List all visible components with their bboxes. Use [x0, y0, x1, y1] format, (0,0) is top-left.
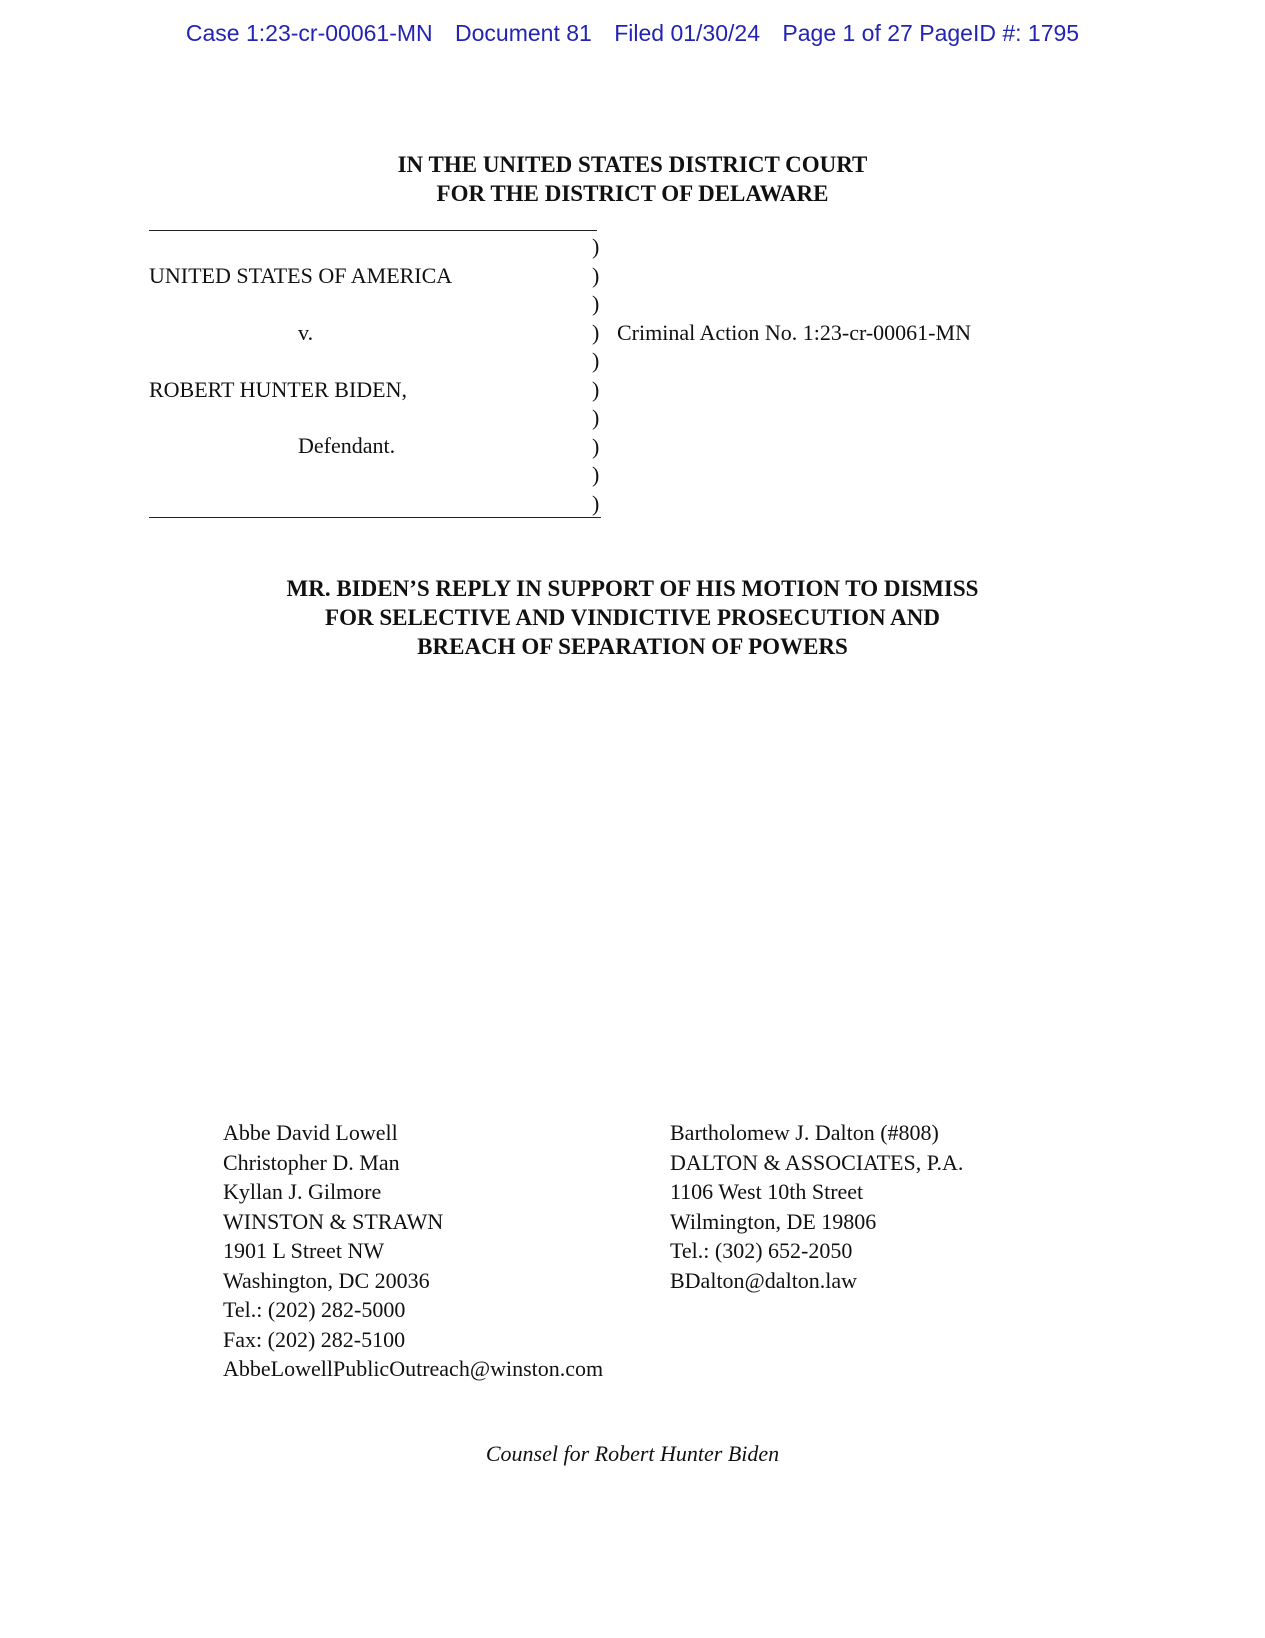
- counsel-email: BDalton@dalton.law: [670, 1267, 858, 1293]
- counsel-block-winston: [223, 1118, 603, 1384]
- counsel-line: Wilmington, DE 19806: [670, 1208, 877, 1234]
- counsel-line: Tel.: (302) 652-2050: [670, 1238, 853, 1263]
- motion-title-line-2: FOR SELECTIVE AND VINDICTIVE PROSECUTION AND: [325, 605, 940, 630]
- plaintiff-name: UNITED STATES OF AMERICA: [149, 263, 453, 288]
- counsel-line: Christopher D. Man: [223, 1149, 400, 1175]
- motion-title-line-1: MR. BIDEN’S REPLY IN SUPPORT OF HIS MOTION TO DISMISS: [286, 576, 979, 601]
- counsel-line: 1106 West 10th Street: [670, 1179, 864, 1204]
- paren: ): [592, 405, 600, 430]
- filed-date: Filed 01/30/24: [614, 20, 760, 46]
- counsel-line: DALTON & ASSOCIATES, P.A.: [670, 1149, 964, 1175]
- court-line-2: FOR THE DISTRICT OF DELAWARE: [436, 181, 829, 206]
- paren: ): [592, 262, 600, 288]
- counsel-line: Fax: (202) 282-5100: [223, 1326, 406, 1352]
- caption-bottom-rule: [149, 517, 601, 518]
- paren: ): [592, 319, 600, 345]
- counsel-line: Abbe David Lowell: [223, 1120, 398, 1145]
- filing-header: [0, 20, 1265, 47]
- caption-top-rule: [149, 230, 597, 231]
- versus-label: v.: [298, 320, 314, 345]
- case-number: Case 1:23-cr-00061-MN: [185, 20, 433, 46]
- counsel-email: AbbeLowellPublicOutreach@winston.com: [223, 1356, 604, 1381]
- paren: ): [592, 433, 600, 459]
- paren: ): [592, 462, 600, 487]
- court-line-1: IN THE UNITED STATES DISTRICT COURT: [397, 152, 868, 177]
- counsel-for-line: Counsel for Robert Hunter Biden: [485, 1441, 780, 1466]
- court-heading: [0, 150, 1265, 208]
- counsel-line: Washington, DC 20036: [223, 1267, 430, 1293]
- defendant-name: ROBERT HUNTER BIDEN,: [149, 377, 407, 402]
- paren: ): [592, 376, 600, 402]
- counsel-line: 1901 L Street NW: [223, 1238, 385, 1263]
- counsel-line: Kyllan J. Gilmore: [223, 1179, 382, 1204]
- counsel-block-dalton: [670, 1118, 963, 1295]
- page-info: Page 1 of 27 PageID #: 1795: [782, 20, 1080, 46]
- defendant-role: Defendant.: [298, 433, 396, 458]
- paren: ): [592, 234, 600, 259]
- caption-parentheses: [592, 233, 599, 518]
- document-number: Document 81: [455, 20, 592, 46]
- criminal-action-number: Criminal Action No. 1:23-cr-00061-MN: [617, 320, 971, 345]
- paren: ): [592, 490, 600, 516]
- counsel-line: WINSTON & STRAWN: [223, 1208, 444, 1234]
- counsel-line: Bartholomew J. Dalton (#808): [670, 1120, 939, 1145]
- motion-title: [0, 574, 1265, 661]
- counsel-line: Tel.: (202) 282-5000: [223, 1297, 406, 1322]
- motion-title-line-3: BREACH OF SEPARATION OF POWERS: [417, 634, 848, 659]
- paren: ): [592, 291, 600, 316]
- paren: ): [592, 348, 600, 373]
